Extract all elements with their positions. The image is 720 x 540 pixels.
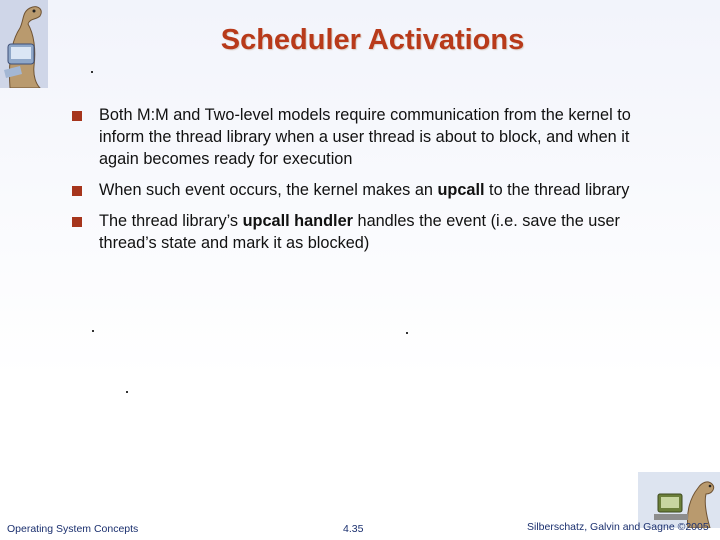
bullet-item [72,179,662,201]
speck [126,391,128,393]
bullet-text: When such event occurs, the kernel makes an [99,181,438,199]
bullet-keyword: upcall handler [242,212,353,230]
square-bullet-icon [72,186,82,196]
bullet-text: Both M:M and Two-level models require communication from the kernel to inform the thread library when a user thread is about to block, and when it again becomes ready for execution [99,106,631,168]
bullet-text: to the thread library [484,181,630,199]
speck [92,330,94,332]
square-bullet-icon [72,217,82,227]
bullet-item [72,104,662,170]
footer-course: Operating System Concepts [7,523,139,535]
footer-copyright: Silberschatz, Galvin and Gagne ©2005 [527,521,709,533]
footer-page-number: 4.35 [343,523,364,535]
bullet-list [72,104,662,263]
square-bullet-icon [72,111,82,121]
slide-title: Scheduler Activations [220,24,525,56]
bullet-text: handles the event (i.e. save the user thread’s state and mark it as blocked) [99,212,620,252]
bullet-keyword: upcall [437,181,485,199]
speck [91,71,93,73]
bullet-text: The thread library’s [99,212,243,230]
speck [406,332,408,334]
bullet-item [72,210,662,254]
dinosaur-computer-icon [638,472,720,528]
